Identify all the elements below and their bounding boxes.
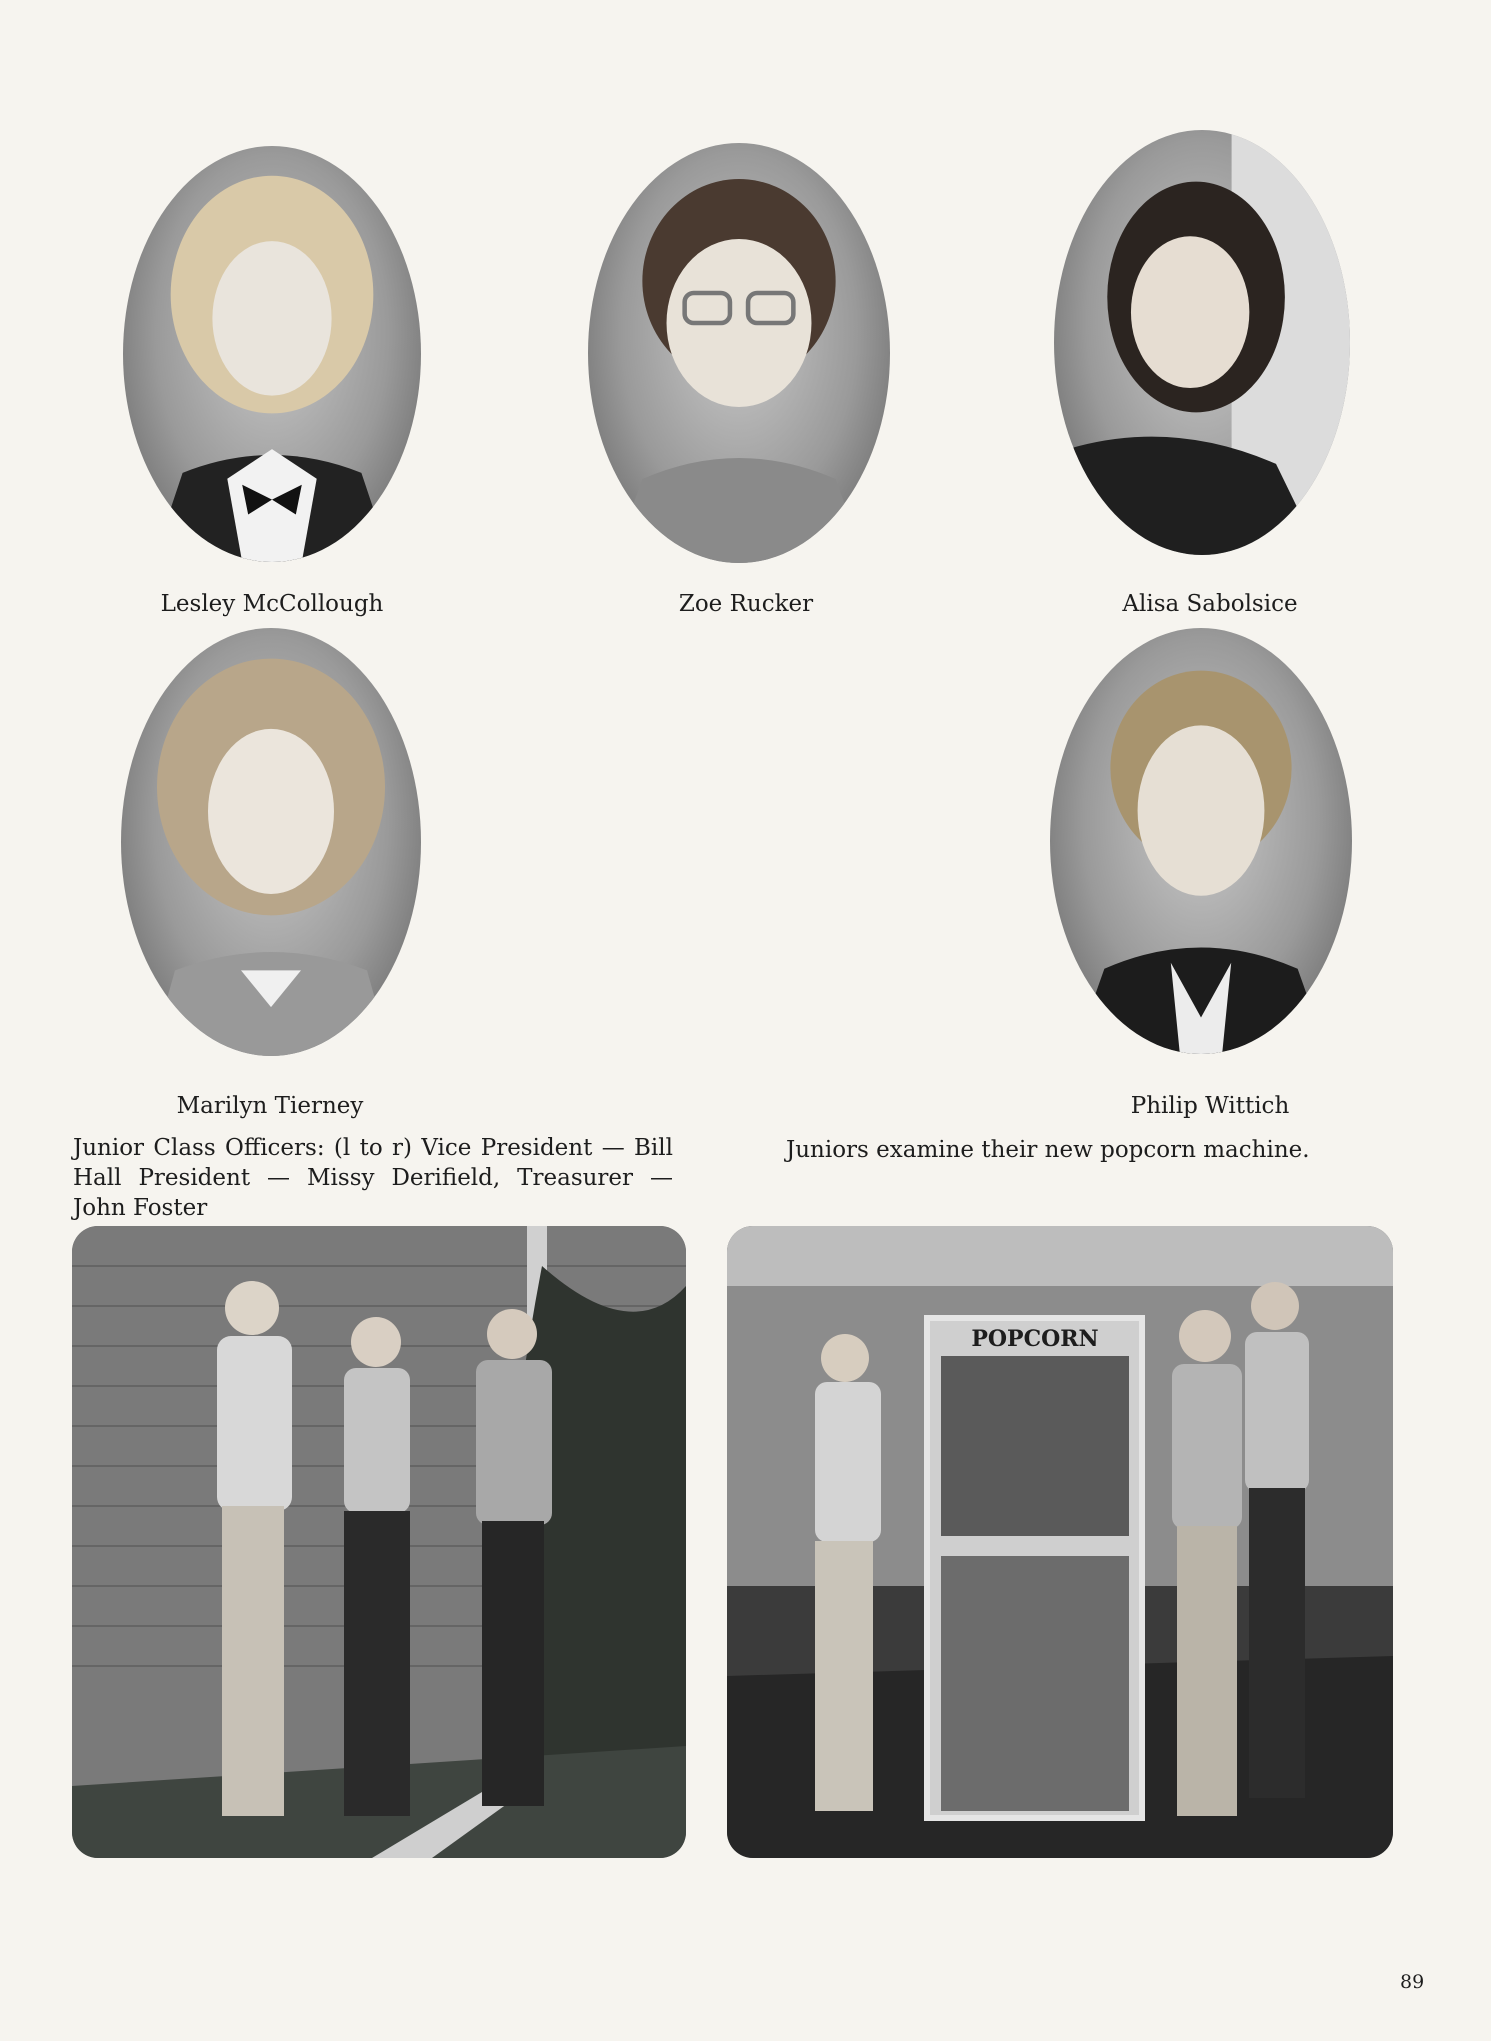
popcorn-sign-text: POPCORN bbox=[971, 1326, 1099, 1352]
portrait-name-lesley-mccollough: Lesley McCollough bbox=[160, 591, 384, 617]
portrait-marilyn-tierney bbox=[121, 628, 421, 1056]
portrait-name-alisa-sabolsice: Alisa Sabolsice bbox=[1122, 591, 1298, 617]
photo-junior-class-officers bbox=[72, 1226, 686, 1858]
portrait-name-philip-wittich: Philip Wittich bbox=[1130, 1093, 1290, 1119]
portrait-lesley-mccollough bbox=[123, 146, 421, 562]
caption-popcorn-machine: Juniors examine their new popcorn machine. bbox=[786, 1137, 1310, 1163]
portrait-name-marilyn-tierney: Marilyn Tierney bbox=[176, 1093, 364, 1119]
portrait-alisa-sabolsice bbox=[1054, 130, 1350, 555]
portrait-zoe-rucker bbox=[588, 143, 890, 563]
caption-junior-class-officers: Junior Class Officers: (l to r) Vice President — Bill Hall President — Missy Derifield, Treasurer — John Foster bbox=[73, 1135, 673, 1221]
photo-popcorn-machine bbox=[727, 1226, 1393, 1858]
page-number: 89 bbox=[1400, 1971, 1425, 1993]
portrait-philip-wittich bbox=[1050, 628, 1352, 1054]
portrait-name-zoe-rucker: Zoe Rucker bbox=[678, 591, 814, 617]
